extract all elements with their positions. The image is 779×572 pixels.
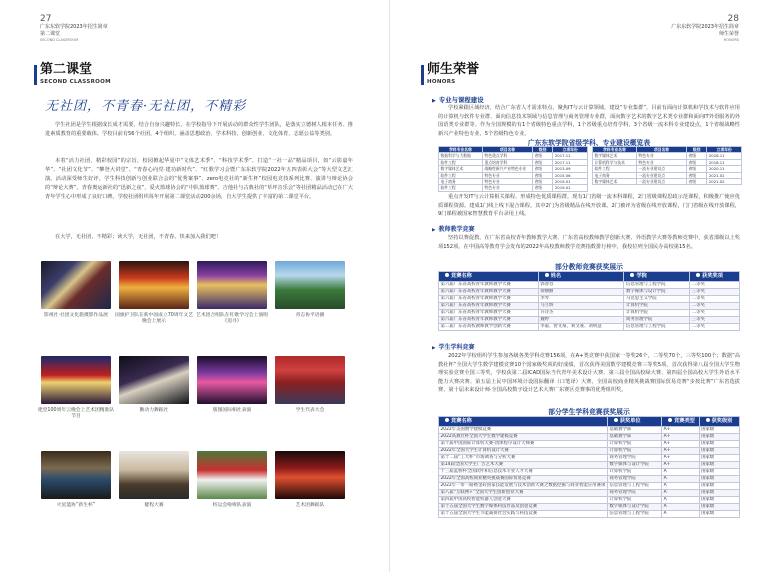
header-label: 学院 <box>636 273 647 279</box>
table-cell: 2019.01 <box>553 179 588 185</box>
table-cell: 省级 <box>533 153 553 159</box>
table-cell: 2020.11 <box>707 166 742 172</box>
student-table-title: 部分学生学科竞赛获奖展示 <box>548 408 630 416</box>
table-cell: 2022年美国数学建模竞赛 <box>439 427 608 434</box>
table-cell: 第四届中国高校智能机器人创意大赛 <box>439 497 608 504</box>
right-header-title: 广东东软学院2023年招生简章 <box>671 24 739 30</box>
title-accent-bar <box>34 65 37 85</box>
right-title-block <box>427 62 479 85</box>
student-col-level <box>699 417 739 427</box>
major-col-name: 学科专业名称 <box>439 147 483 153</box>
table-cell: A+ <box>662 448 700 455</box>
table-cell: 计算机科学与技术 <box>593 159 637 165</box>
table-cell: 马立娇 <box>538 303 624 310</box>
table-cell: 省级 <box>687 172 707 178</box>
table-row <box>439 511 740 518</box>
table-cell: 软件工程 <box>593 166 637 172</box>
left-header-section-en: SECOND CLASSROOM <box>40 38 79 42</box>
table-cell: 2013.09 <box>553 166 588 172</box>
section-heading-teacher-contests: ▶ 教师教学竞赛 <box>432 224 474 233</box>
bullet-dot-icon <box>445 273 449 277</box>
table-cell: 商务管理学院 <box>607 455 661 462</box>
table-row <box>439 324 740 331</box>
major-col-level: 级别 <box>533 147 553 153</box>
table-cell: 特色专业 <box>483 185 533 191</box>
page-spine <box>389 0 390 572</box>
major-col-level: 级别 <box>687 147 707 153</box>
table-cell: 基础教学部 <box>607 434 661 441</box>
photo-dance-club <box>119 356 189 404</box>
table-cell: 基础教学部 <box>607 427 661 434</box>
title-accent-bar <box>421 65 424 85</box>
table-cell: A+ <box>662 441 700 448</box>
table-cell: 信息管理与工程学院 <box>624 324 690 331</box>
header-label: 竞赛类型 <box>674 418 695 424</box>
table-cell: A <box>662 476 700 483</box>
table-cell: A <box>662 490 700 497</box>
table-cell: 2022高教社杯全国大学生数学建模竞赛 <box>439 434 608 441</box>
table-cell: 国家级 <box>699 462 739 469</box>
student-col-type <box>662 417 700 427</box>
table-row <box>439 282 740 289</box>
teacher-col-award <box>690 272 740 282</box>
table-cell: 特色专业 <box>483 179 533 185</box>
table-row <box>439 483 740 490</box>
photo-art-troupe-dance <box>275 451 345 499</box>
table-cell: 第六届广东省高校青年教师教学大赛 <box>439 282 539 289</box>
photo-choir-performance <box>197 261 267 309</box>
table-cell: A+ <box>662 462 700 469</box>
right-header-section-en: HONORS <box>723 38 739 42</box>
photo-cheerleading <box>197 451 267 499</box>
caption-5: 建党100周年云晚会上艺术团精准队节目 <box>37 408 115 419</box>
table-cell: 省级 <box>533 185 553 191</box>
photo-film-club-exhibition <box>41 261 111 309</box>
major-col-project: 项目名称 <box>483 147 533 153</box>
caption-8: 学生代表大会 <box>295 408 325 413</box>
table-cell: 国家级 <box>699 455 739 462</box>
table-cell: 魏婷 <box>538 317 624 324</box>
table-cell: 软件工程 <box>439 185 483 191</box>
student-contests-paragraph: 2022年学校组织学生参加各级各类学科竞赛156项，在A+类竞赛中获国家一等奖26个，二等奖70个，三等奖100个；数据“高教社杯”全国大学生数学建模竞赛10个国家级奖项的好成绩，首次获得美国数学建模竞赛三等奖5项，首次获得第八届全国大学生物理实验竞赛全国三等奖，学校获第二届ICAD国际当代青年美术设计大赛、第三届全国高校绿大赛、第四届全国高校大学生外语水平能力大赛决赛、第五届上民中国环境计设国际翻译（口笔译）大赛、全国高校商业精英挑战赛国际贸易竞赛“步按比赛”广东省选拔赛、第十届未来设计师·全国高校数字设计艺术大赛广东赛区竞赛事的优秀组织奖。 <box>438 353 740 394</box>
table-cell: 数据科学与大数据 <box>439 153 483 159</box>
table-cell: 2022年一带一路暨金砖国家技能发展与技术创新大赛之数据挖掘与商业智能应用赛项 <box>440 483 606 488</box>
table-cell: A <box>662 483 700 490</box>
photo-basketball-freshman-cup <box>41 451 111 499</box>
table-row <box>439 490 740 497</box>
header-label: 竞赛名称 <box>451 273 472 279</box>
left-title-block <box>40 62 111 85</box>
table-cell: A+ <box>662 427 700 434</box>
table-cell: 数字媒体艺术 <box>439 166 483 172</box>
table-cell: 第十五届全国大学生数字媒体科技作品及创意竞赛 <box>439 504 608 511</box>
table-row <box>439 504 740 511</box>
table-row <box>439 303 740 310</box>
right-page-title-en: HONORS <box>427 79 456 85</box>
table-cell: 省级 <box>687 159 707 165</box>
table-cell: 一流专业建设点 <box>637 166 687 172</box>
table-row <box>439 434 740 441</box>
table-cell: 国家级 <box>699 504 739 511</box>
major-col-name: 学科专业名称 <box>593 147 637 153</box>
caption-12: 艺术团舞蹈队 <box>295 503 325 508</box>
table-cell: A <box>662 497 700 504</box>
bullet-dot-icon <box>614 418 618 422</box>
photo-party-centennial-gala <box>41 356 111 404</box>
table-cell: 二等奖 <box>690 296 740 303</box>
table-cell: 数字媒体艺术 <box>593 153 637 159</box>
major-table-title: 广东东软学院省级学科、专业建设概览表 <box>527 139 651 147</box>
table-cell: 第二届广东省高校教师教学创新大赛 <box>439 324 539 331</box>
table-cell: 数字媒体与设计学院 <box>607 462 661 469</box>
table-row <box>439 497 740 504</box>
table-cell: 省级 <box>533 172 553 178</box>
right-page-title: 师生荣誉 <box>427 62 480 77</box>
teacher-col-school <box>624 272 690 282</box>
table-cell: 三等奖 <box>690 289 740 296</box>
bullet-dot-icon <box>545 273 549 277</box>
teacher-contests-paragraph: 坚持以赛促教，在广东省高校青年教师教学大赛、广东省高校教师教学创新大赛、外语教学大赛等教师竞赛中，获省部级以上奖项152项。在中国高等教育学会发布的2022年高校教师教学竞赛指数排行榜中，我校位列全国民办高校第15名。 <box>438 235 740 250</box>
teacher-col-contest <box>439 272 539 282</box>
table-cell: 2017.11 <box>553 159 588 165</box>
table-cell: 第十二届“工大杯”市场调查与分析大赛 <box>439 455 608 462</box>
table-cell: 二等奖 <box>690 303 740 310</box>
table-cell: 特色专业 <box>637 159 687 165</box>
table-cell: 十三届蓝桥杯全国软件和信息技术专业人才大赛 <box>439 469 608 476</box>
table-cell: 2015.06 <box>553 172 588 178</box>
caption-9: 火星篮协“新生杯” <box>56 503 96 508</box>
student-col-contest <box>439 417 608 427</box>
table-cell: 信息管理与工程学院 <box>624 282 690 289</box>
table-cell: A+ <box>662 455 700 462</box>
student-awards-table <box>438 416 740 518</box>
table-cell: 李董、智文豪、刘文豪、刘明慧 <box>538 324 624 331</box>
caption-11: 校运会啦啦队表演 <box>212 503 252 508</box>
major-col-year: 立项年份 <box>707 147 742 153</box>
table-row <box>593 179 742 185</box>
major-table-left <box>438 146 588 192</box>
bullet-dot-icon <box>630 273 634 277</box>
table-cell: 信息管理与工程学院 <box>607 511 661 518</box>
table-cell: 数字媒体艺术 <box>593 179 637 185</box>
table-cell: A <box>662 511 700 518</box>
table-cell: 2021.02 <box>707 172 742 178</box>
right-header-section: 师生荣誉 <box>718 30 739 37</box>
table-cell: 信息管理与工程学院 <box>607 483 661 490</box>
table-cell: 国家级 <box>699 490 739 497</box>
table-cell: 计算机学院 <box>607 497 661 504</box>
table-row <box>439 289 740 296</box>
table-cell: 国家级 <box>699 448 739 455</box>
caption-4: 青志协平语播 <box>295 313 325 318</box>
photo-flag-guard-performance <box>119 261 189 309</box>
table-cell: 数字媒体与设计学院 <box>624 289 690 296</box>
table-cell: 软件工程 <box>439 159 483 165</box>
table-cell: 省级 <box>687 166 707 172</box>
table-row <box>439 462 740 469</box>
table-row <box>439 448 740 455</box>
table-cell: 省级 <box>533 166 553 172</box>
table-cell: 2018.11 <box>707 159 742 165</box>
caption-2: 国旗护卫队在新中国成立70周年文艺晚会上展示 <box>114 313 194 324</box>
table-cell: 2018.11 <box>707 153 742 159</box>
table-cell: 第八届“互联网+”全国大学生创新创业大赛 <box>439 490 608 497</box>
table-cell: 省级 <box>687 153 707 159</box>
table-cell: 数字媒体与设计学院 <box>607 504 661 511</box>
table-cell: 国家级 <box>699 497 739 504</box>
table-row <box>439 310 740 317</box>
section-heading-student-contests: ▶ 学生学科竞赛 <box>432 342 474 351</box>
table-cell: 电子商务 <box>439 179 483 185</box>
bullet-dot-icon <box>445 418 449 422</box>
caption-6: 勤动力舞蹈社 <box>139 408 169 413</box>
photo-international-club-show <box>197 356 267 404</box>
header-label: 获奖单位 <box>619 418 641 424</box>
right-page-header <box>671 14 739 44</box>
table-cell: 国家级 <box>699 476 739 483</box>
header-label: 获奖奖项 <box>702 273 723 279</box>
caption-7: 版图国际相社表演 <box>212 408 252 413</box>
table-cell: 第六届广东省高校青年教师教学大赛 <box>439 310 539 317</box>
table-cell: A <box>662 469 700 476</box>
table-cell: 第六届广东省高校青年教师教学大赛 <box>439 303 539 310</box>
table-cell: 国家级 <box>699 434 739 441</box>
table-cell: 一流专业建设点 <box>637 179 687 185</box>
caption-10: 健程大赛 <box>144 503 164 508</box>
section-heading-majors: ▶ 专业与课程建设 <box>432 95 484 104</box>
table-row <box>439 476 740 483</box>
header-label: 获奖级别 <box>711 418 733 424</box>
table-cell: 特色专业 <box>637 153 687 159</box>
table-cell: 2021.02 <box>707 179 742 185</box>
table-cell: A <box>662 504 700 511</box>
table-cell: 2022年全国高校商业精英挑战赛国际贸易竞赛 <box>439 476 608 483</box>
table-cell: 第六届广东省高校青年教师教学大赛 <box>439 317 539 324</box>
caption-1: 影视社·社团文化旅摄影作品展 <box>44 313 108 318</box>
table-cell: 2022年全国大学生计算机设计大赛 <box>439 448 608 455</box>
left-page-title: 第二课堂 <box>40 62 93 77</box>
table-cell: 许诗杰 <box>538 310 624 317</box>
table-cell: 国家级 <box>699 469 739 476</box>
courses-paragraph: 重点开发IT与云计算相关课程，形成特色优质课程群。现有1门省级一流本科课程，2门省级课程思政示范课程，积极推广使应优质课程资源。建成1门线上线下混合课程。其中2门为省级精品在线开放课。2门被评为省级在线开放课程，门门省级在线开放课程，9门课程被国家智慧教育平台录用上线。 <box>438 194 740 218</box>
table-cell: 三等奖 <box>690 317 740 324</box>
table-cell: 第六届广东省高校青年教师教学大赛 <box>439 289 539 296</box>
table-cell: 计算机学院 <box>607 441 661 448</box>
table-cell: 战略性新兴产业特色专业 <box>483 166 533 172</box>
table-cell: 重点培育学科 <box>483 159 533 165</box>
left-page-header <box>40 14 108 44</box>
table-cell: 商务管理学院 <box>607 490 661 497</box>
left-page-title-en: SECOND CLASSROOM <box>40 79 111 85</box>
table-cell: 李琴 <box>538 296 624 303</box>
table-cell: 二等奖 <box>690 282 740 289</box>
table-cell: 省级 <box>533 159 553 165</box>
photo-fitness-contest <box>119 451 189 499</box>
intro-paragraph-1: 学生社团是学生根据成长成才需要，结合自身兴趣特长，在学校指导下开展活动的群众性学生团队，是落实立德树人根本任务、推进素质教育的重要载体。学校目前有56个社团，4个组织，涵盖思想政治、学术科技、创新创业、文化体育、志愿公益等类别。 <box>45 122 353 137</box>
intro-paragraph-3: 在大学，无社团，不精彩；读大学，无社团，不青春。快来加入我们吧！ <box>55 234 222 240</box>
teacher-awards-table <box>438 271 740 331</box>
table-cell: 省级 <box>533 179 553 185</box>
majors-paragraph: 学校紧跟区域经济，结合广东省人才需求特点，聚焦IT与云计算领域，建设“专业集群”，目前有面向计算机和学技术与软件应用的计算机与软件专业群、面向信息技术领域与信息管理与商务管理专业群，面向数字艺术的数字艺术类专业群和面向IT外语服务的外国语类专业群等。作为全国规模的有1个省级特色重点学科，1个省级重点培育学科，3个省级一流本科专业建设点，1个省级战略性新兴产业特色专业，5个省级特色专业。 <box>438 105 740 137</box>
table-cell: 特色专业 <box>483 172 533 178</box>
table-cell: 第六届广东省高校青年教师教学大赛 <box>439 296 539 303</box>
table-cell: 国家级 <box>699 441 739 448</box>
club-slogan: 无社团，不青春·无社团，不精彩 <box>45 99 247 114</box>
caption-3: 艺术团合唱队在红歌学习会上演唱《追寻》 <box>196 313 268 324</box>
left-header-section: 第二课堂 <box>40 30 61 37</box>
table-cell: 郭春容 <box>538 282 624 289</box>
table-row <box>439 469 740 476</box>
table-cell: 2017.11 <box>553 153 588 159</box>
intro-paragraph-2: 本着“活力社团，精彩校园”的宗旨，校园掀起华夏中“文体艺术季”、“科技学术季”，打造“一社一品”精品项目，如“云影嘉年华”、“社团文化节”、“攀登大讲堂”、“青春心向党·建功新时代”、“红歌学习会暨广东东软学院2022年五四表彰大会”等大型文艺汇演。活动深受师生好评，学生科技创新与创业联合会的“优秀案事”、zero电竞社的“新生杯”校园电竞技系列比赛、演讲与辩论协会的“辩论大赛”、青春奥运新社的“迅新之夜”，爱火篮球协会的“中队篮球赛”、吉他社与古典社的“草坪音乐会”等社团精品活动已在广大青年学生心中形成了良好口碑。学校社团组织每年开展第二课堂活动200余场，自大学生提供了丰富的第二课堂平台。 <box>45 158 353 200</box>
bullet-dot-icon <box>696 273 700 277</box>
table-cell: 国家级 <box>699 427 739 434</box>
table-row <box>439 455 740 462</box>
table-cell: 国家级 <box>699 511 739 518</box>
right-page-number: 28 <box>727 14 739 24</box>
header-label: 姓名 <box>550 273 562 279</box>
table-cell: 二等奖 <box>690 310 740 317</box>
photo-student-congress <box>275 356 345 404</box>
table-cell: 商务管理学院 <box>607 476 661 483</box>
table-row <box>439 441 740 448</box>
table-cell: 第十五届全国大学生节能减排社会实践与科技竞赛 <box>439 511 608 518</box>
table-cell: 计算机学院 <box>607 448 661 455</box>
table-cell: 第十届中国国际计算机大赛-团体程序设计天梯赛 <box>439 441 608 448</box>
major-col-year: 立项年份 <box>553 147 588 153</box>
major-table-right <box>592 146 742 185</box>
table-row <box>439 296 740 303</box>
table-row <box>439 317 740 324</box>
header-label: 竞赛名称 <box>451 418 472 424</box>
bullet-dot-icon <box>706 418 710 422</box>
table-cell: 特色重点学科 <box>483 153 533 159</box>
table-cell: 软件工程 <box>439 172 483 178</box>
table-cell: 计算机学院 <box>624 310 690 317</box>
table-cell: A+ <box>662 434 700 441</box>
bullet-dot-icon <box>668 418 672 422</box>
table-cell: 徐丽丽 <box>538 289 624 296</box>
left-header-title: 广东东软学院2023年招生简章 <box>40 24 108 30</box>
left-page-number: 27 <box>40 14 52 24</box>
table-cell: 计算机学院 <box>607 469 661 476</box>
teacher-table-title: 部分教师竞赛获奖展示 <box>555 263 623 271</box>
major-col-project: 项目名称 <box>637 147 687 153</box>
table-row <box>439 427 740 434</box>
photo-youth-volunteer-event <box>275 261 345 309</box>
table-cell: 商务管理学院 <box>624 317 690 324</box>
table-cell: 省级 <box>687 179 707 185</box>
student-col-unit <box>607 417 661 427</box>
table-row <box>439 166 588 172</box>
table-cell: 2019.01 <box>553 185 588 191</box>
table-cell: 一流专业建设点 <box>637 172 687 178</box>
table-cell: 电子商务 <box>593 172 637 178</box>
table-cell: 计算机学院 <box>624 303 690 310</box>
table-cell: 马克思主义学院 <box>624 296 690 303</box>
table-cell: 二等奖 <box>690 324 740 331</box>
table-row <box>439 185 588 191</box>
teacher-col-name <box>538 272 624 282</box>
table-cell: 第14届全国大学生广告艺术大赛 <box>439 462 608 469</box>
table-cell: 国家级 <box>699 483 739 490</box>
